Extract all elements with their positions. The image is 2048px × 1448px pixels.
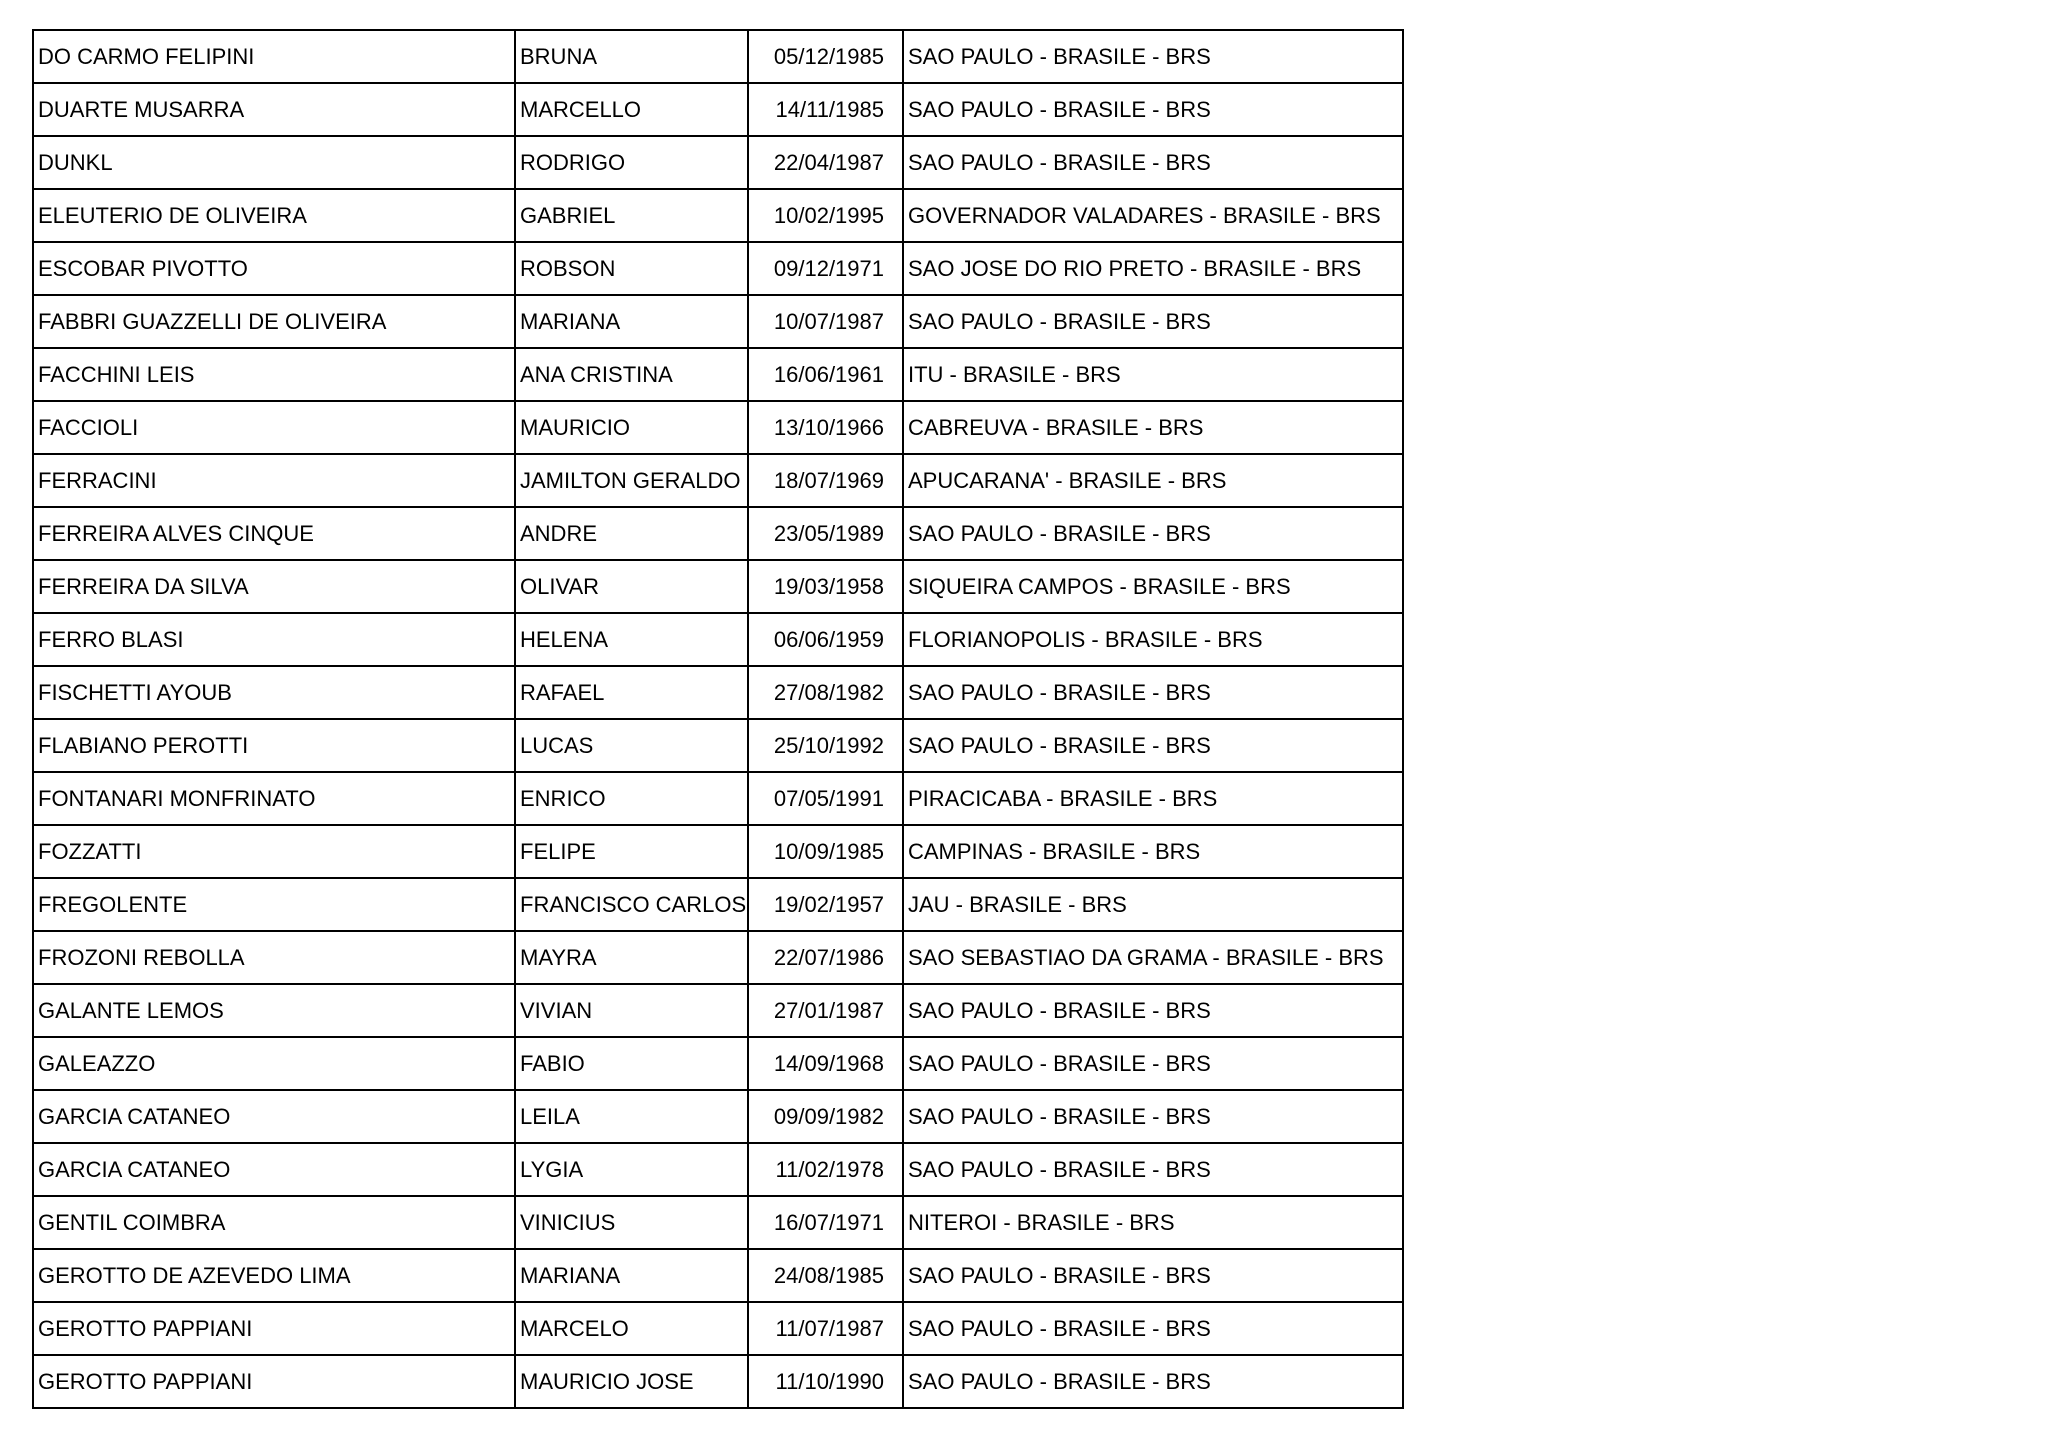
given-name-cell: MAURICIO JOSE xyxy=(515,1355,748,1408)
table-row xyxy=(33,136,1403,189)
birth-date-cell: 10/09/1985 xyxy=(748,825,903,878)
table-row xyxy=(33,30,1403,83)
surname-cell: ESCOBAR PIVOTTO xyxy=(33,242,515,295)
given-name-cell: MAYRA xyxy=(515,931,748,984)
surname-cell: FLABIANO PEROTTI xyxy=(33,719,515,772)
birth-date-cell: 07/05/1991 xyxy=(748,772,903,825)
birthplace-cell: SAO PAULO - BRASILE - BRS xyxy=(903,507,1403,560)
surname-cell: FERRACINI xyxy=(33,454,515,507)
surname-cell: GALEAZZO xyxy=(33,1037,515,1090)
given-name-cell: FELIPE xyxy=(515,825,748,878)
given-name-cell: OLIVAR xyxy=(515,560,748,613)
birthplace-cell: SAO PAULO - BRASILE - BRS xyxy=(903,295,1403,348)
birth-date-cell: 19/02/1957 xyxy=(748,878,903,931)
table-row xyxy=(33,348,1403,401)
birthplace-cell: CABREUVA - BRASILE - BRS xyxy=(903,401,1403,454)
surname-cell: DUNKL xyxy=(33,136,515,189)
surname-cell: GALANTE LEMOS xyxy=(33,984,515,1037)
given-name-cell: ANA CRISTINA xyxy=(515,348,748,401)
birth-date-cell: 22/07/1986 xyxy=(748,931,903,984)
birthplace-cell: PIRACICABA - BRASILE - BRS xyxy=(903,772,1403,825)
birth-date-cell: 05/12/1985 xyxy=(748,30,903,83)
table-row xyxy=(33,507,1403,560)
given-name-cell: JAMILTON GERALDO xyxy=(515,454,748,507)
table-row xyxy=(33,83,1403,136)
registry-table xyxy=(32,29,1404,1409)
table-row xyxy=(33,454,1403,507)
birthplace-cell: SIQUEIRA CAMPOS - BRASILE - BRS xyxy=(903,560,1403,613)
surname-cell: GEROTTO PAPPIANI xyxy=(33,1302,515,1355)
surname-cell: FOZZATTI xyxy=(33,825,515,878)
given-name-cell: MAURICIO xyxy=(515,401,748,454)
birth-date-cell: 16/07/1971 xyxy=(748,1196,903,1249)
birthplace-cell: SAO PAULO - BRASILE - BRS xyxy=(903,1302,1403,1355)
given-name-cell: ROBSON xyxy=(515,242,748,295)
table-row xyxy=(33,1143,1403,1196)
birthplace-cell: SAO PAULO - BRASILE - BRS xyxy=(903,136,1403,189)
given-name-cell: RAFAEL xyxy=(515,666,748,719)
birth-date-cell: 11/07/1987 xyxy=(748,1302,903,1355)
surname-cell: FACCIOLI xyxy=(33,401,515,454)
birthplace-cell: JAU - BRASILE - BRS xyxy=(903,878,1403,931)
birth-date-cell: 13/10/1966 xyxy=(748,401,903,454)
given-name-cell: LEILA xyxy=(515,1090,748,1143)
table-row xyxy=(33,1249,1403,1302)
birthplace-cell: SAO PAULO - BRASILE - BRS xyxy=(903,1249,1403,1302)
birthplace-cell: SAO PAULO - BRASILE - BRS xyxy=(903,666,1403,719)
birth-date-cell: 23/05/1989 xyxy=(748,507,903,560)
birth-date-cell: 09/12/1971 xyxy=(748,242,903,295)
surname-cell: FERREIRA DA SILVA xyxy=(33,560,515,613)
birthplace-cell: SAO PAULO - BRASILE - BRS xyxy=(903,83,1403,136)
birthplace-cell: SAO PAULO - BRASILE - BRS xyxy=(903,1143,1403,1196)
birth-date-cell: 14/11/1985 xyxy=(748,83,903,136)
table-row xyxy=(33,719,1403,772)
table-row xyxy=(33,1090,1403,1143)
surname-cell: FROZONI REBOLLA xyxy=(33,931,515,984)
birth-date-cell: 10/02/1995 xyxy=(748,189,903,242)
given-name-cell: MARIANA xyxy=(515,1249,748,1302)
given-name-cell: VINICIUS xyxy=(515,1196,748,1249)
birth-date-cell: 11/10/1990 xyxy=(748,1355,903,1408)
birthplace-cell: SAO PAULO - BRASILE - BRS xyxy=(903,1355,1403,1408)
surname-cell: GENTIL COIMBRA xyxy=(33,1196,515,1249)
table-row xyxy=(33,666,1403,719)
table-row xyxy=(33,295,1403,348)
given-name-cell: MARCELLO xyxy=(515,83,748,136)
surname-cell: FERREIRA ALVES CINQUE xyxy=(33,507,515,560)
surname-cell: GEROTTO PAPPIANI xyxy=(33,1355,515,1408)
given-name-cell: ENRICO xyxy=(515,772,748,825)
birthplace-cell: FLORIANOPOLIS - BRASILE - BRS xyxy=(903,613,1403,666)
birth-date-cell: 14/09/1968 xyxy=(748,1037,903,1090)
given-name-cell: RODRIGO xyxy=(515,136,748,189)
table-row xyxy=(33,401,1403,454)
surname-cell: FREGOLENTE xyxy=(33,878,515,931)
birth-date-cell: 27/01/1987 xyxy=(748,984,903,1037)
table-row xyxy=(33,189,1403,242)
surname-cell: DO CARMO FELIPINI xyxy=(33,30,515,83)
table-row xyxy=(33,1196,1403,1249)
birthplace-cell: GOVERNADOR VALADARES - BRASILE - BRS xyxy=(903,189,1403,242)
given-name-cell: ANDRE xyxy=(515,507,748,560)
surname-cell: FERRO BLASI xyxy=(33,613,515,666)
given-name-cell: LUCAS xyxy=(515,719,748,772)
table-row xyxy=(33,931,1403,984)
surname-cell: FABBRI GUAZZELLI DE OLIVEIRA xyxy=(33,295,515,348)
birthplace-cell: SAO PAULO - BRASILE - BRS xyxy=(903,1090,1403,1143)
birthplace-cell: SAO PAULO - BRASILE - BRS xyxy=(903,30,1403,83)
birth-date-cell: 09/09/1982 xyxy=(748,1090,903,1143)
birth-date-cell: 06/06/1959 xyxy=(748,613,903,666)
birthplace-cell: SAO PAULO - BRASILE - BRS xyxy=(903,1037,1403,1090)
birth-date-cell: 16/06/1961 xyxy=(748,348,903,401)
birthplace-cell: APUCARANA' - BRASILE - BRS xyxy=(903,454,1403,507)
given-name-cell: LYGIA xyxy=(515,1143,748,1196)
given-name-cell: HELENA xyxy=(515,613,748,666)
birth-date-cell: 22/04/1987 xyxy=(748,136,903,189)
table-row xyxy=(33,772,1403,825)
table-row xyxy=(33,825,1403,878)
birth-date-cell: 25/10/1992 xyxy=(748,719,903,772)
birth-date-cell: 27/08/1982 xyxy=(748,666,903,719)
birthplace-cell: SAO SEBASTIAO DA GRAMA - BRASILE - BRS xyxy=(903,931,1403,984)
birth-date-cell: 19/03/1958 xyxy=(748,560,903,613)
birth-date-cell: 11/02/1978 xyxy=(748,1143,903,1196)
surname-cell: GARCIA CATANEO xyxy=(33,1143,515,1196)
given-name-cell: FABIO xyxy=(515,1037,748,1090)
birthplace-cell: SAO PAULO - BRASILE - BRS xyxy=(903,984,1403,1037)
table-row xyxy=(33,878,1403,931)
table-row xyxy=(33,560,1403,613)
surname-cell: DUARTE MUSARRA xyxy=(33,83,515,136)
birthplace-cell: SAO JOSE DO RIO PRETO - BRASILE - BRS xyxy=(903,242,1403,295)
surname-cell: FONTANARI MONFRINATO xyxy=(33,772,515,825)
birth-date-cell: 24/08/1985 xyxy=(748,1249,903,1302)
given-name-cell: MARIANA xyxy=(515,295,748,348)
table-row xyxy=(33,1037,1403,1090)
registry-table-body xyxy=(33,30,1403,1408)
given-name-cell: FRANCISCO CARLOS xyxy=(515,878,748,931)
surname-cell: ELEUTERIO DE OLIVEIRA xyxy=(33,189,515,242)
given-name-cell: GABRIEL xyxy=(515,189,748,242)
given-name-cell: MARCELO xyxy=(515,1302,748,1355)
table-row xyxy=(33,984,1403,1037)
birthplace-cell: CAMPINAS - BRASILE - BRS xyxy=(903,825,1403,878)
surname-cell: FISCHETTI AYOUB xyxy=(33,666,515,719)
birth-date-cell: 10/07/1987 xyxy=(748,295,903,348)
table-row xyxy=(33,1302,1403,1355)
table-row xyxy=(33,613,1403,666)
birthplace-cell: ITU - BRASILE - BRS xyxy=(903,348,1403,401)
birthplace-cell: NITEROI - BRASILE - BRS xyxy=(903,1196,1403,1249)
birth-date-cell: 18/07/1969 xyxy=(748,454,903,507)
table-row xyxy=(33,1355,1403,1408)
birthplace-cell: SAO PAULO - BRASILE - BRS xyxy=(903,719,1403,772)
given-name-cell: BRUNA xyxy=(515,30,748,83)
surname-cell: FACCHINI LEIS xyxy=(33,348,515,401)
surname-cell: GEROTTO DE AZEVEDO LIMA xyxy=(33,1249,515,1302)
table-row xyxy=(33,242,1403,295)
given-name-cell: VIVIAN xyxy=(515,984,748,1037)
surname-cell: GARCIA CATANEO xyxy=(33,1090,515,1143)
